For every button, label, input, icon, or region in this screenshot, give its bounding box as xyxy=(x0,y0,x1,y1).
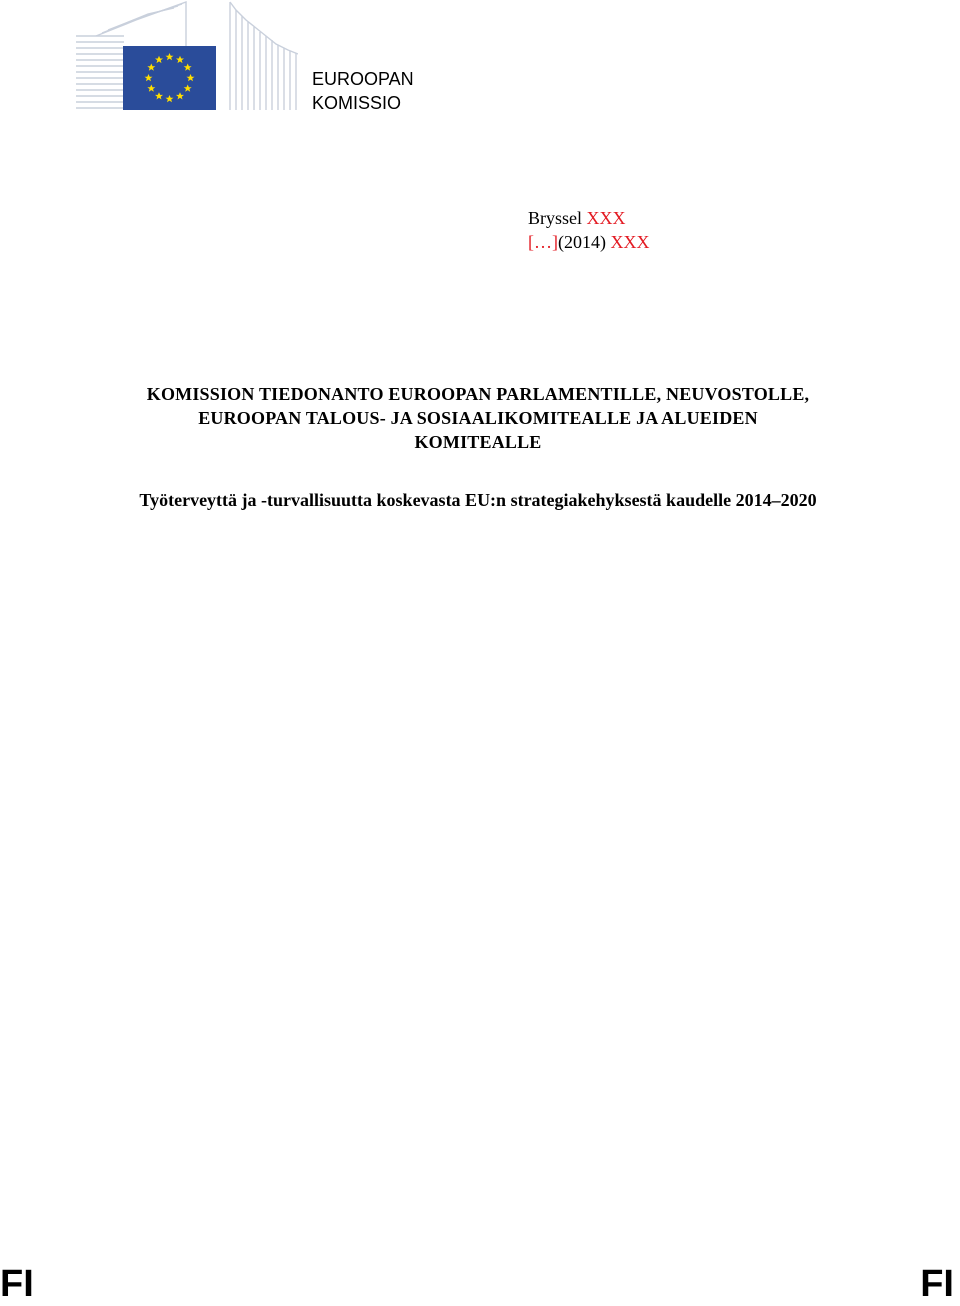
document-subtitle: Työterveyttä ja -turvallisuutta koskevasta EU:n strategiakehyksestä kaudelle 2014–2020 xyxy=(139,490,817,510)
reference-number-line xyxy=(528,230,650,254)
location-date-line xyxy=(528,206,650,230)
org-name-line2: KOMISSIO xyxy=(312,93,402,113)
city: Bryssel xyxy=(528,208,582,228)
language-code-left: FI xyxy=(0,1263,34,1305)
date-placeholder: XXX xyxy=(586,208,626,228)
ref-placeholder: XXX xyxy=(610,232,650,252)
language-code-right: FI xyxy=(920,1263,954,1305)
ref-year: (2014) xyxy=(558,232,606,252)
ref-bracket: […] xyxy=(528,232,558,252)
document-title xyxy=(40,382,916,454)
building-lines-right xyxy=(230,2,298,110)
document-reference xyxy=(528,206,650,254)
european-commission-logo-icon xyxy=(76,0,298,112)
organization-name xyxy=(312,67,414,115)
title-line-1: KOMISSION TIEDONANTO EUROOPAN PARLAMENTILLE, NEUVOSTOLLE, xyxy=(146,384,810,404)
title-line-3: KOMITEALLE xyxy=(414,432,542,452)
org-name-line1: EUROOPAN xyxy=(312,69,414,89)
title-line-2: EUROOPAN TALOUS- JA SOSIAALIKOMITEALLE JA ALUEIDEN xyxy=(198,408,758,428)
